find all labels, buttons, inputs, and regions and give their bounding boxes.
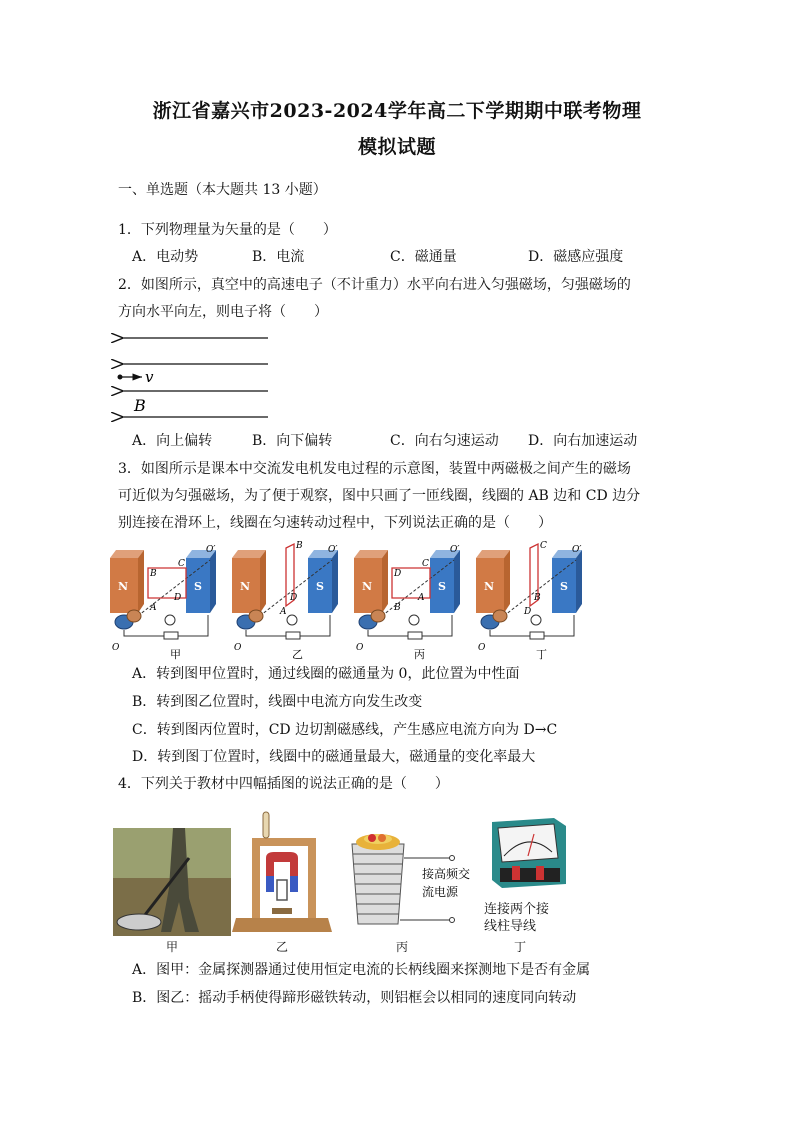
caption-jia: 甲 (170, 648, 181, 660)
label-galvanometer-line2: 线柱导线 (484, 919, 537, 934)
q2-option-c: C．向右匀速运动 (390, 433, 499, 449)
q1-option-d: D．磁感应强度 (528, 249, 624, 265)
q2-stem-line1: 2．如图所示，真空中的高速电子（不计重力）水平向右进入匀强磁场，匀强磁场的 (118, 277, 631, 293)
svg-text:B: B (296, 541, 303, 551)
generator-figure-jia (110, 545, 216, 653)
q2-magnetic-field-figure (110, 328, 280, 428)
q3-stem-line2: 可近似为匀强磁场，为了便于观察，图中只画了一匝线圈，线圈的 AB 边和 CD 边分 (118, 488, 641, 504)
caption-yi: 乙 (292, 648, 303, 660)
svg-text:D: D (174, 593, 182, 603)
q2-option-d: D．向右加速运动 (528, 433, 638, 449)
svg-text:B: B (534, 593, 541, 603)
rotating-magnet-figure (232, 808, 332, 936)
svg-text:B: B (394, 603, 401, 613)
generator-figure-ding (476, 541, 582, 653)
induction-furnace-figure (342, 828, 502, 934)
metal-detector-photo (113, 828, 231, 936)
q4-option-b: B．图乙：摇动手柄使得蹄形磁铁转动，则铝框会以相同的速度同向转动 (132, 990, 577, 1006)
page-title: 浙江省嘉兴市2023-2024学年高二下学期期中联考物理 (152, 100, 642, 122)
label-high-freq-1: 接高频交 (422, 867, 471, 881)
electron-dot (118, 375, 123, 380)
q3-stem-line1: 3．如图所示是课本中交流发电机发电过程的示意图，装置中两磁极之间产生的磁场 (118, 461, 631, 477)
svg-text:A: A (150, 603, 157, 613)
svg-text:D: D (290, 593, 298, 603)
generator-figure-bing (354, 545, 460, 653)
q1-option-b: B．电流 (252, 249, 305, 265)
q4-caption-bing: 丙 (396, 940, 409, 954)
q3-option-d: D．转到图丁位置时，线圈中的磁通量最大，磁通量的变化率最大 (132, 749, 536, 765)
label-galvanometer-line1: 连接两个接 (484, 902, 550, 917)
svg-text:A: A (418, 593, 425, 603)
q2-option-a: A．向上偏转 (132, 433, 213, 449)
svg-text:C: C (178, 559, 185, 569)
q3-option-a: A．转到图甲位置时，通过线圈的磁通量为 0，此位置为中性面 (132, 666, 520, 682)
page-subtitle: 模拟试题 (357, 136, 436, 158)
svg-text:B: B (150, 569, 157, 579)
caption-bing: 丙 (414, 648, 425, 660)
q3-option-b: B．转到图乙位置时，线圈中电流方向发生改变 (132, 694, 423, 710)
q2-option-b: B．向下偏转 (252, 433, 333, 449)
section-heading: 一、单选题（本大题共 13 小题） (118, 182, 327, 198)
galvanometer-figure (484, 812, 584, 892)
label-high-freq-2: 流电源 (422, 885, 459, 899)
q2-stem-line2: 方向水平向左，则电子将（ ） (118, 304, 328, 320)
q4-caption-jia: 甲 (166, 940, 179, 954)
q4-caption-yi: 乙 (276, 940, 289, 954)
q3-generator-figures (110, 540, 590, 660)
svg-text:D: D (394, 569, 402, 579)
svg-text:C: C (422, 559, 429, 569)
svg-text:C: C (540, 541, 547, 551)
q1-option-c: C．磁通量 (390, 249, 457, 265)
q4-option-a: A．图甲：金属探测器通过使用恒定电流的长柄线圈来探测地下是否有金属 (132, 962, 591, 978)
label-galvanometer (484, 901, 549, 935)
q3-option-c: C．转到图丙位置时，CD 边切割磁感线，产生感应电流方向为 D→C (132, 722, 558, 738)
svg-text:A: A (280, 607, 287, 617)
q3-stem-line3: 别连接在滑环上，线圈在匀速转动过程中，下列说法正确的是（ ） (118, 515, 552, 531)
generator-figure-yi (232, 541, 338, 653)
field-label: B (134, 396, 146, 415)
velocity-label: v (145, 368, 154, 386)
q1-option-a: A．电动势 (132, 249, 199, 265)
q1-stem: 1．下列物理量为矢量的是（ ） (118, 222, 337, 238)
q4-stem: 4．下列关于教材中四幅插图的说法正确的是（ ） (118, 776, 449, 792)
svg-text:D: D (524, 607, 532, 617)
q4-caption-ding: 丁 (514, 940, 527, 954)
caption-ding: 丁 (536, 648, 547, 660)
